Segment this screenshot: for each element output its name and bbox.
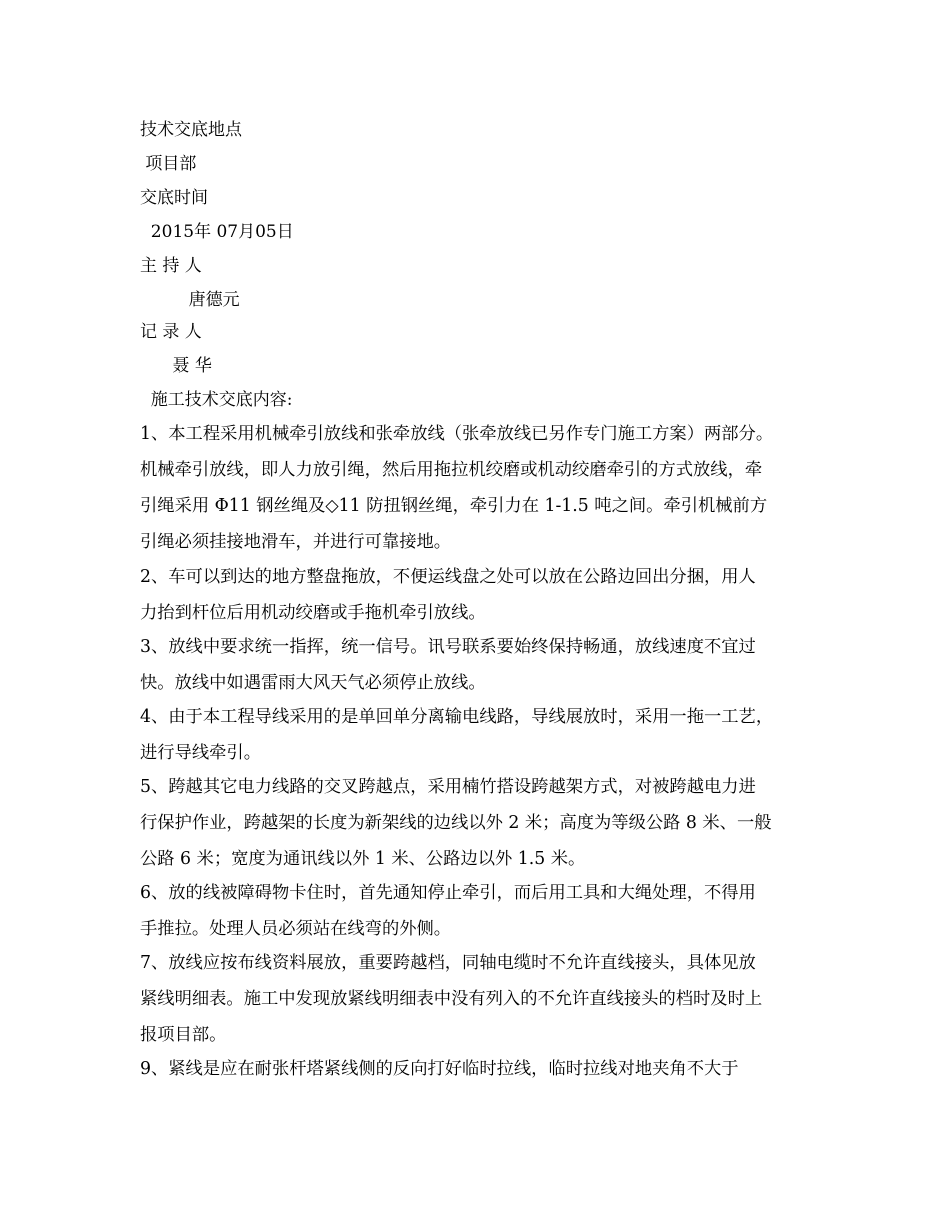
body-line: 9、紧线是应在耐张杆塔紧线侧的反向打好临时拉线，临时拉线对地夹角不大于 <box>140 1059 739 1079</box>
content-label: 施工技术交底内容: <box>140 390 293 410</box>
host-label: 主 持 人 <box>140 256 202 276</box>
body-line: 力抬到杆位后用机动绞磨或手拖机牵引放线。 <box>140 603 486 623</box>
body-line: 5、跨越其它电力线路的交叉跨越点，采用楠竹搭设跨越架方式，对被跨越电力进 <box>140 777 756 797</box>
body-line: 公路 6 米；宽度为通讯线以外 1 米、公路边以外 1.5 米。 <box>140 849 586 869</box>
body-line: 机械牵引放线，即人力放引绳，然后用拖拉机绞磨或机动绞磨牵引的方式放线，牵 <box>140 460 763 480</box>
time-label: 交底时间 <box>140 188 208 208</box>
body-line: 4、由于本工程导线采用的是单回单分离输电线路，导线展放时，采用一拖一工艺， <box>140 707 774 727</box>
body-line: 行保护作业，跨越架的长度为新架线的边线以外 2 米；高度为等级公路 8 米、一般 <box>140 813 772 833</box>
recorder-label: 记 录 人 <box>140 322 202 342</box>
time-value: 2015年 07月05日 <box>140 222 294 242</box>
body-line: 2、车可以到达的地方整盘拖放，不便运线盘之处可以放在公路边回出分捆，用人 <box>140 567 756 587</box>
body-line: 手推拉。处理人员必须站在线弯的外侧。 <box>140 919 452 939</box>
location-label: 技术交底地点 <box>140 120 242 140</box>
recorder-value: 聂 华 <box>140 356 212 376</box>
body-line: 3、放线中要求统一指挥，统一信号。讯号联系要始终保持畅通，放线速度不宜过 <box>140 637 756 657</box>
location-value: 项目部 <box>140 154 197 174</box>
body-line: 1、本工程采用机械牵引放线和张牵放线（张牵放线已另作专门施工方案）两部分。 <box>140 424 774 444</box>
host-value: 唐德元 <box>140 290 240 310</box>
body-line: 6、放的线被障碍物卡住时，首先通知停止牵引，而后用工具和大绳处理，不得用 <box>140 883 756 903</box>
body-line: 报项目部。 <box>140 1025 227 1045</box>
body-line: 进行导线牵引。 <box>140 743 261 763</box>
body-line: 引绳采用 Φ11 钢丝绳及◇11 防扭钢丝绳，牵引力在 1-1.5 吨之间。牵引机械前方 <box>140 496 768 516</box>
body-line: 紧线明细表。施工中发现放紧线明细表中没有列入的不允许直线接头的档时及时上 <box>140 989 763 1009</box>
body-line: 快。放线中如遇雷雨大风天气必须停止放线。 <box>140 673 486 693</box>
body-line: 引绳必须挂接地滑车，并进行可靠接地。 <box>140 532 452 552</box>
body-line: 7、放线应按布线资料展放，重要跨越档，同轴电缆时不允许直线接头，具体见放 <box>140 953 756 973</box>
